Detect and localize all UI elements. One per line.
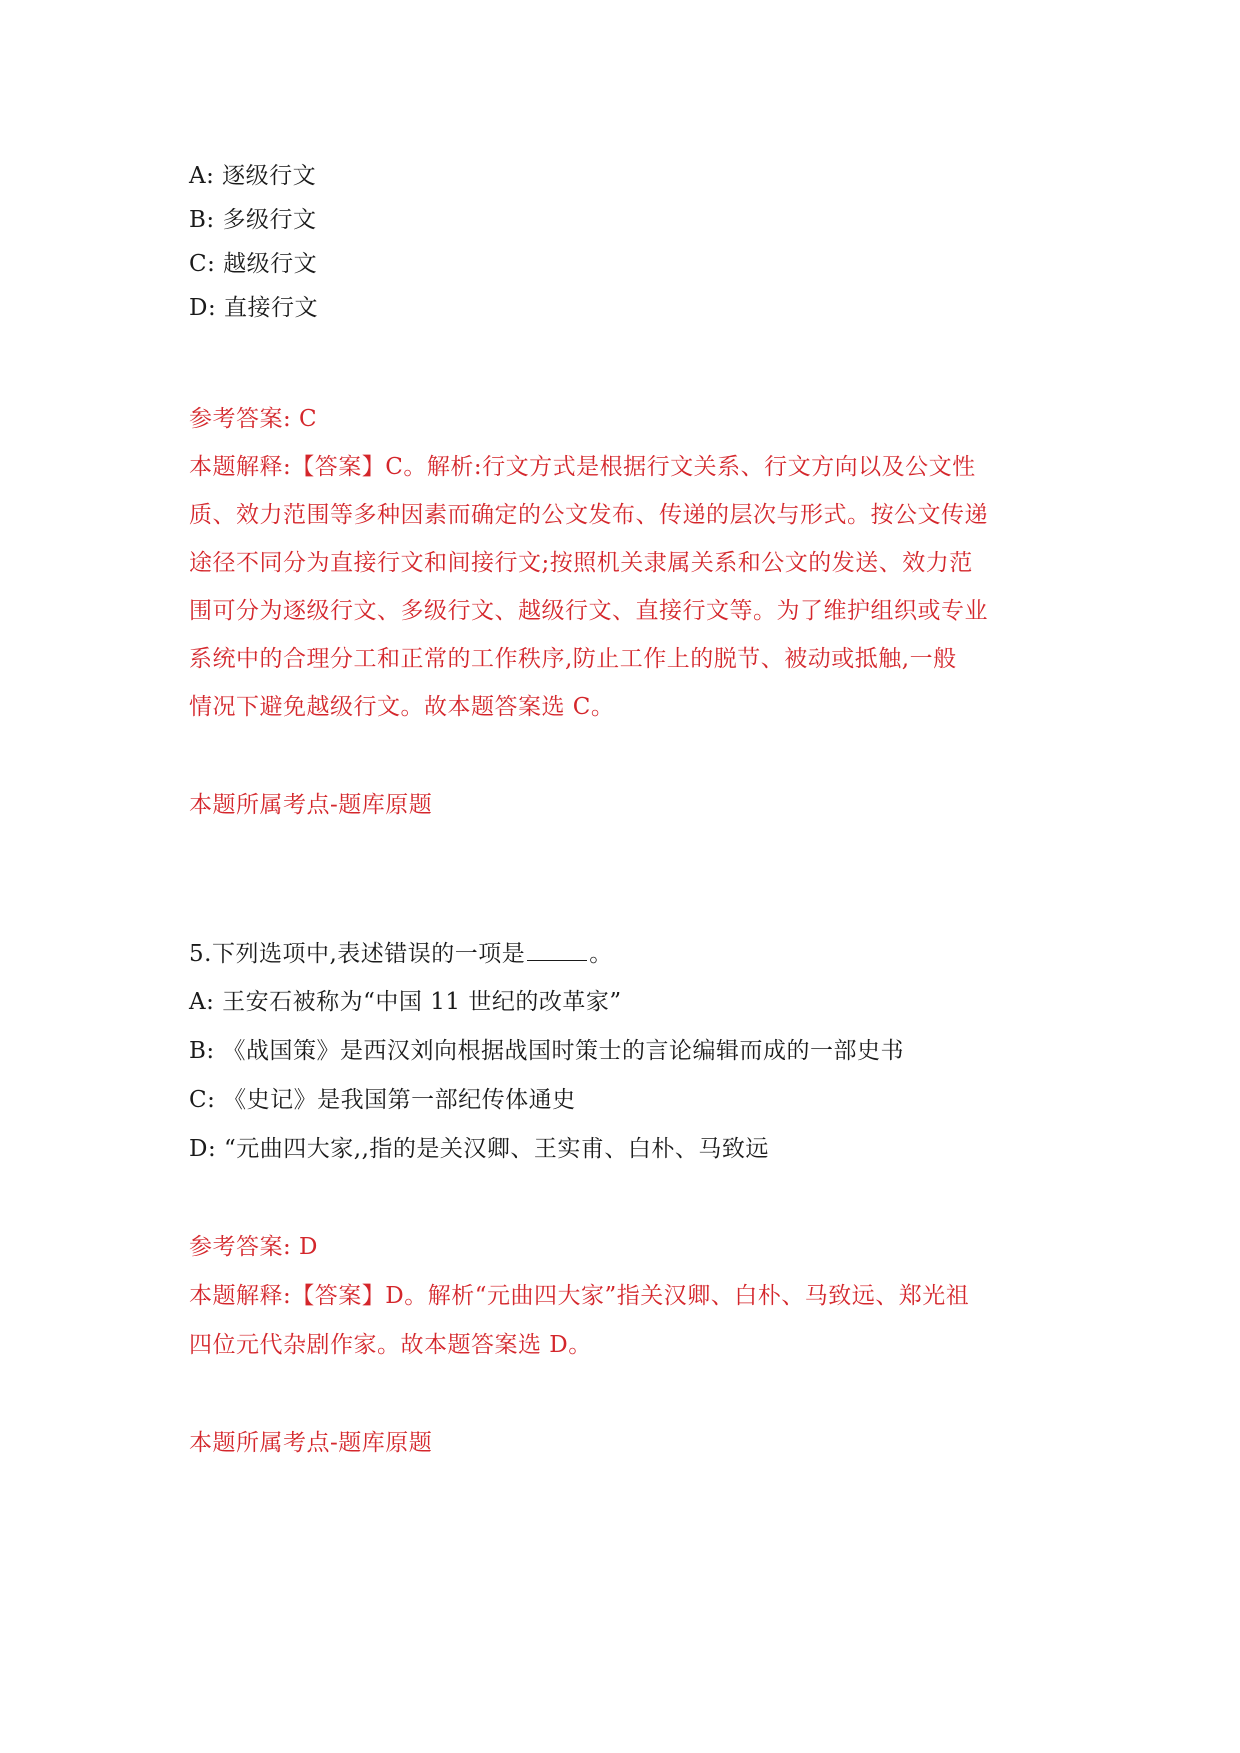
q5-answer: 参考答案: D xyxy=(189,1234,319,1260)
q5-answer-blank xyxy=(527,938,587,961)
q5-option-a: A: 王安石被称为“中国 11 世纪的改革家” xyxy=(189,989,622,1015)
q4-answer: 参考答案: C xyxy=(189,406,318,432)
q5-option-b: B: 《战国策》是西汉刘向根据战国时策士的言论编辑而成的一部史书 xyxy=(189,1038,904,1064)
q5-explanation-line: 四位元代杂剧作家。故本题答案选 D。 xyxy=(189,1332,592,1358)
q4-option-b: B: 多级行文 xyxy=(189,207,317,233)
q4-option-d: D: 直接行文 xyxy=(189,295,319,321)
q5-question xyxy=(189,938,1049,969)
q5-explanation-line: 本题解释:【答案】D。解析“元曲四大家”指关汉卿、白朴、马致远、郑光祖 xyxy=(189,1283,970,1309)
q5-option-d: D: “元曲四大家,,指的是关汉卿、王实甫、白朴、马致远 xyxy=(189,1136,769,1162)
q4-explanation-line: 围可分为逐级行文、多级行文、越级行文、直接行文等。为了维护组织或专业 xyxy=(189,598,988,624)
q4-explanation-line: 情况下避免越级行文。故本题答案选 C。 xyxy=(189,694,615,720)
q5-question-end: 。 xyxy=(589,941,613,967)
q4-explanation-line: 系统中的合理分工和正常的工作秩序,防止工作上的脱节、被动或抵触,一般 xyxy=(189,646,957,672)
q5-question-text: 5.下列选项中,表述错误的一项是 xyxy=(189,941,526,967)
q4-explanation-line: 本题解释:【答案】C。解析:行文方式是根据行文关系、行文方向以及公文性 xyxy=(189,454,976,480)
q5-option-c: C: 《史记》是我国第一部纪传体通史 xyxy=(189,1087,576,1113)
q4-source: 本题所属考点-题库原题 xyxy=(189,792,433,818)
q4-explanation-line: 途径不同分为直接行文和间接行文;按照机关隶属关系和公文的发送、效力范 xyxy=(189,550,973,576)
q5-source: 本题所属考点-题库原题 xyxy=(189,1430,433,1456)
q4-explanation-line: 质、效力范围等多种因素而确定的公文发布、传递的层次与形式。按公文传递 xyxy=(189,502,988,528)
q4-option-c: C: 越级行文 xyxy=(189,251,318,277)
q4-option-a: A: 逐级行文 xyxy=(189,163,317,189)
